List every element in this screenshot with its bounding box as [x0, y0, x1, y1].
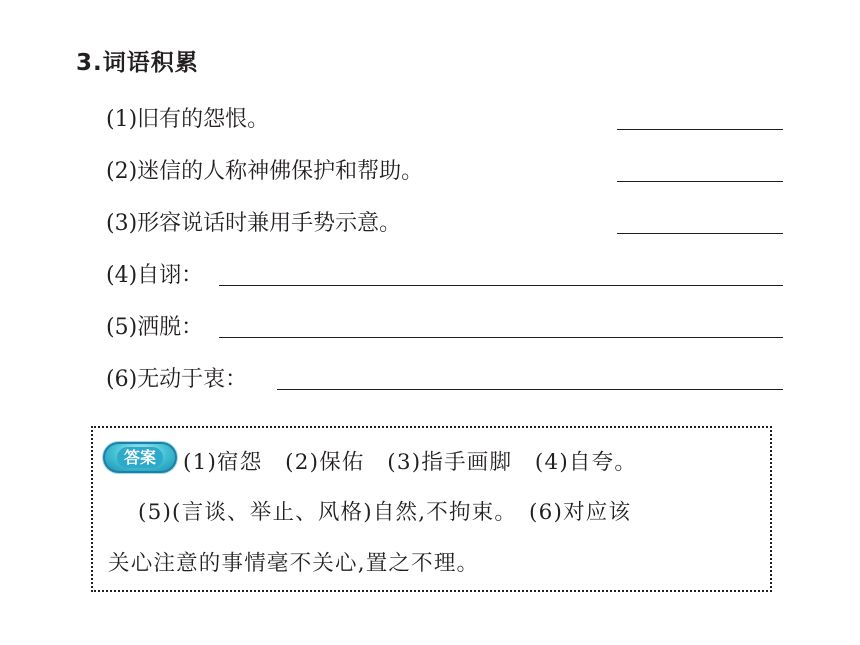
answer-line-1: (1)宿怨 (2)保佑 (3)指手画脚 (4)自夸。	[183, 450, 638, 475]
question-6: (6)无动于衷：	[106, 367, 248, 392]
answer-blank-1	[617, 129, 783, 130]
answer-badge-label: 答案	[117, 447, 163, 468]
question-1: (1)旧有的怨恨。	[106, 107, 270, 132]
question-4: (4)自诩：	[106, 263, 204, 288]
section-title: 3.词语积累	[76, 50, 199, 76]
question-3: (3)形容说话时兼用手势示意。	[106, 211, 402, 236]
answer-badge	[103, 442, 177, 473]
answer-line-3: 关心注意的事情毫不关心,置之不理。	[108, 551, 480, 576]
question-5: (5)洒脱：	[106, 315, 204, 340]
answer-line-2: (5)(言谈、举止、风格)自然,不拘束。 (6)对应该	[138, 500, 632, 525]
question-2: (2)迷信的人称神佛保护和帮助。	[106, 159, 424, 184]
answer-blank-2	[617, 181, 783, 182]
answer-blank-5	[219, 337, 783, 338]
answer-blank-3	[617, 233, 783, 234]
answer-blank-6	[277, 389, 783, 390]
answer-blank-4	[219, 285, 783, 286]
